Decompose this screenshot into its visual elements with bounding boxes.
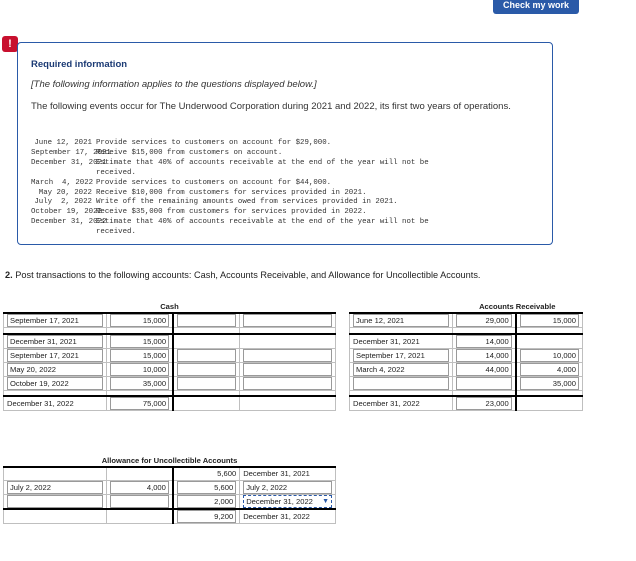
- event-row: [31, 149, 526, 159]
- ar-right-amount[interactable]: 10,000: [520, 349, 579, 362]
- event-text: received.: [96, 228, 136, 237]
- allowance-left-amount[interactable]: [110, 495, 169, 508]
- ar-left-date[interactable]: June 12, 2021: [353, 314, 449, 327]
- event-row: [31, 159, 526, 169]
- cash-right-date[interactable]: [243, 363, 332, 376]
- event-text: Receive $15,000 from customers on account.: [96, 148, 283, 157]
- ar-ending-balance[interactable]: 23,000: [456, 397, 512, 410]
- cash-left-date[interactable]: December 31, 2021: [7, 335, 103, 348]
- event-row: [31, 208, 526, 218]
- allowance-left-date[interactable]: [7, 495, 103, 508]
- cash-ending-balance[interactable]: 75,000: [110, 397, 169, 410]
- allowance-right-amount: 5,600: [173, 467, 240, 480]
- cash-left-amount[interactable]: 15,000: [110, 314, 169, 327]
- cash-right-date[interactable]: [243, 377, 332, 390]
- cash-right-amount[interactable]: [177, 377, 236, 390]
- required-information-title: Required information: [31, 59, 128, 70]
- cash-title: Cash: [160, 301, 179, 311]
- cash-left-date[interactable]: May 20, 2022: [7, 363, 103, 376]
- ar-left-amount[interactable]: 29,000: [456, 314, 512, 327]
- ar-balance-date: December 31, 2021: [350, 334, 453, 349]
- applies-note: [The following information applies to the questions displayed below.]: [31, 79, 317, 90]
- event-text: Write off the remaining amounts owed from services provided in 2021.: [96, 198, 398, 207]
- cash-left-amount[interactable]: 15,000: [110, 349, 169, 362]
- event-text: Receive $35,000 from customers for services provided in 2022.: [96, 208, 367, 217]
- cash-right-amount[interactable]: [177, 314, 236, 327]
- event-text: Provide services to customers on account for $44,000.: [96, 178, 332, 187]
- ar-right-amount[interactable]: 35,000: [520, 377, 579, 390]
- ar-title: Accounts Receivable: [479, 301, 556, 311]
- cash-left-amount[interactable]: 10,000: [110, 363, 169, 376]
- ar-left-date[interactable]: March 4, 2022: [353, 363, 449, 376]
- event-date: December 31, 2022: [31, 218, 107, 227]
- event-row: [31, 179, 526, 189]
- event-row: [31, 139, 526, 149]
- event-date: [31, 169, 92, 179]
- event-date: June 12, 2021: [34, 139, 92, 147]
- ar-left-date[interactable]: [353, 377, 449, 390]
- event-date: [31, 228, 92, 238]
- event-text: Estimate that 40% of accounts receivable at the end of the year will not be: [96, 218, 429, 227]
- allowance-t-account: [3, 454, 336, 524]
- intro-text: The following events occur for The Underwood Corporation during 2021 and 2022, its first two years of operations.: [31, 101, 511, 112]
- ar-ending-date: December 31, 2022: [350, 396, 453, 411]
- cash-right-amount[interactable]: [177, 349, 236, 362]
- alert-icon: !: [2, 36, 18, 52]
- event-text: Provide services to customers on account for $29,000.: [96, 139, 332, 147]
- cash-right-amount[interactable]: [177, 363, 236, 376]
- allowance-date-select[interactable]: [243, 495, 332, 508]
- event-date: October 19, 2022: [31, 208, 102, 217]
- cash-left-date[interactable]: September 17, 2021: [7, 349, 103, 362]
- allowance-right-amount[interactable]: 5,600: [177, 481, 236, 494]
- event-date: December 31, 2021: [31, 158, 107, 167]
- ar-right-amount[interactable]: 4,000: [520, 363, 579, 376]
- ar-balance-amount[interactable]: 14,000: [456, 335, 512, 348]
- ar-left-amount[interactable]: 44,000: [456, 363, 512, 376]
- allowance-ending-date: December 31, 2022: [240, 509, 336, 524]
- event-date: March 4, 2022: [31, 178, 94, 187]
- event-text: Estimate that 40% of accounts receivable at the end of the year will not be: [96, 158, 429, 167]
- allowance-ending-balance[interactable]: 9,200: [177, 510, 236, 523]
- event-row: [31, 169, 526, 179]
- events-list: [31, 139, 526, 238]
- event-text: Receive $10,000 from customers for services provided in 2021.: [96, 188, 367, 197]
- cash-left-amount[interactable]: 35,000: [110, 377, 169, 390]
- event-row: [31, 198, 526, 208]
- question-2: [5, 270, 480, 280]
- cash-t-account: [3, 300, 336, 411]
- cash-left-date[interactable]: September 17, 2021: [7, 314, 103, 327]
- cash-ending-date: December 31, 2022: [4, 396, 107, 411]
- event-date: September 17, 2021: [31, 148, 111, 157]
- allowance-left-amount[interactable]: 4,000: [110, 481, 169, 494]
- allowance-right-date: December 31, 2021: [240, 467, 336, 480]
- event-text: received.: [96, 168, 136, 177]
- cash-right-date[interactable]: [243, 349, 332, 362]
- allowance-title: Allowance for Uncollectible Accounts: [101, 455, 238, 465]
- chevron-down-icon: ▼: [322, 497, 329, 505]
- ar-left-amount[interactable]: 14,000: [456, 349, 512, 362]
- allowance-right-date[interactable]: July 2, 2022: [243, 481, 332, 494]
- allowance-date-select-value: December 31, 2022: [246, 496, 313, 506]
- allowance-right-amount[interactable]: 2,000: [177, 495, 236, 508]
- cash-left-date[interactable]: October 19, 2022: [7, 377, 103, 390]
- event-date: July 2, 2022: [34, 198, 92, 207]
- allowance-left-date[interactable]: July 2, 2022: [7, 481, 103, 494]
- check-my-work-button[interactable]: Check my work: [493, 0, 579, 14]
- event-row: [31, 228, 526, 238]
- ar-left-amount[interactable]: [456, 377, 512, 390]
- question-text: Post transactions to the following accounts: Cash, Accounts Receivable, and Allowance for Uncollectible Accounts.: [15, 270, 481, 280]
- event-row: [31, 189, 526, 199]
- ar-left-date[interactable]: September 17, 2021: [353, 349, 449, 362]
- accounts-receivable-t-account: [349, 300, 583, 411]
- event-row: [31, 218, 526, 228]
- cash-left-amount[interactable]: 15,000: [110, 335, 169, 348]
- ar-right-amount[interactable]: 15,000: [520, 314, 579, 327]
- event-date: May 20, 2022: [38, 188, 92, 197]
- question-number: 2.: [5, 270, 13, 280]
- cash-right-date[interactable]: [243, 314, 332, 327]
